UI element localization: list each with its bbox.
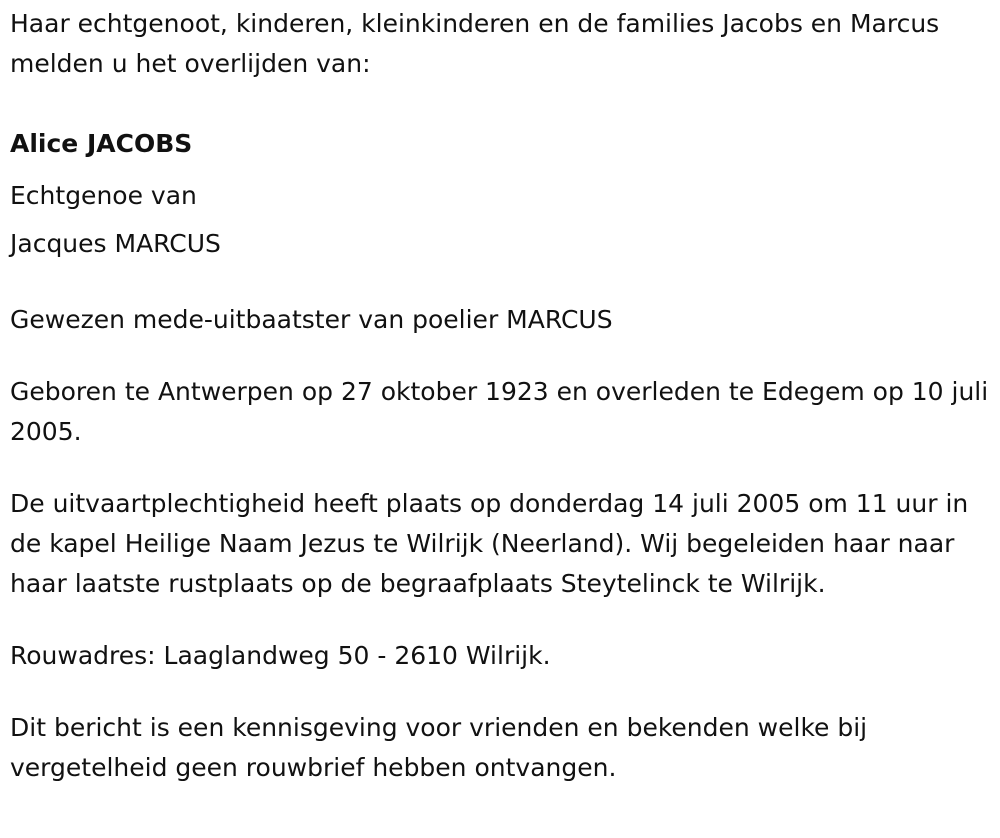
occupation-text: Gewezen mede-uitbaatster van poelier MARCUS (10, 305, 613, 334)
spouse-label: Echtgenoe van (10, 181, 197, 210)
closing-text: Dit bericht is een kennisgeving voor vrienden en bekenden welke bij vergetelheid geen rouwbrief hebben ontvangen. (10, 713, 868, 782)
funeral-text: De uitvaartplechtigheid heeft plaats op donderdag 14 juli 2005 om 11 uur in de kapel Heilige Naam Jezus te Wilrijk (Neerland). Wij begeleiden haar naar haar laatste rustplaats op de begraafplaats Steytelinck te Wilrijk. (10, 489, 969, 598)
address-text: Rouwadres: Laaglandweg 50 - 2610 Wilrijk. (10, 641, 551, 670)
deceased-name: Alice JACOBS (10, 129, 193, 158)
intro-text: Haar echtgenoot, kinderen, kleinkinderen en de families Jacobs en Marcus melden u het overlijden van: (10, 9, 940, 78)
spouse-name: Jacques MARCUS (10, 229, 221, 258)
birth-death-text: Geboren te Antwerpen op 27 oktober 1923 en overleden te Edegem op 10 juli 2005. (10, 377, 989, 446)
